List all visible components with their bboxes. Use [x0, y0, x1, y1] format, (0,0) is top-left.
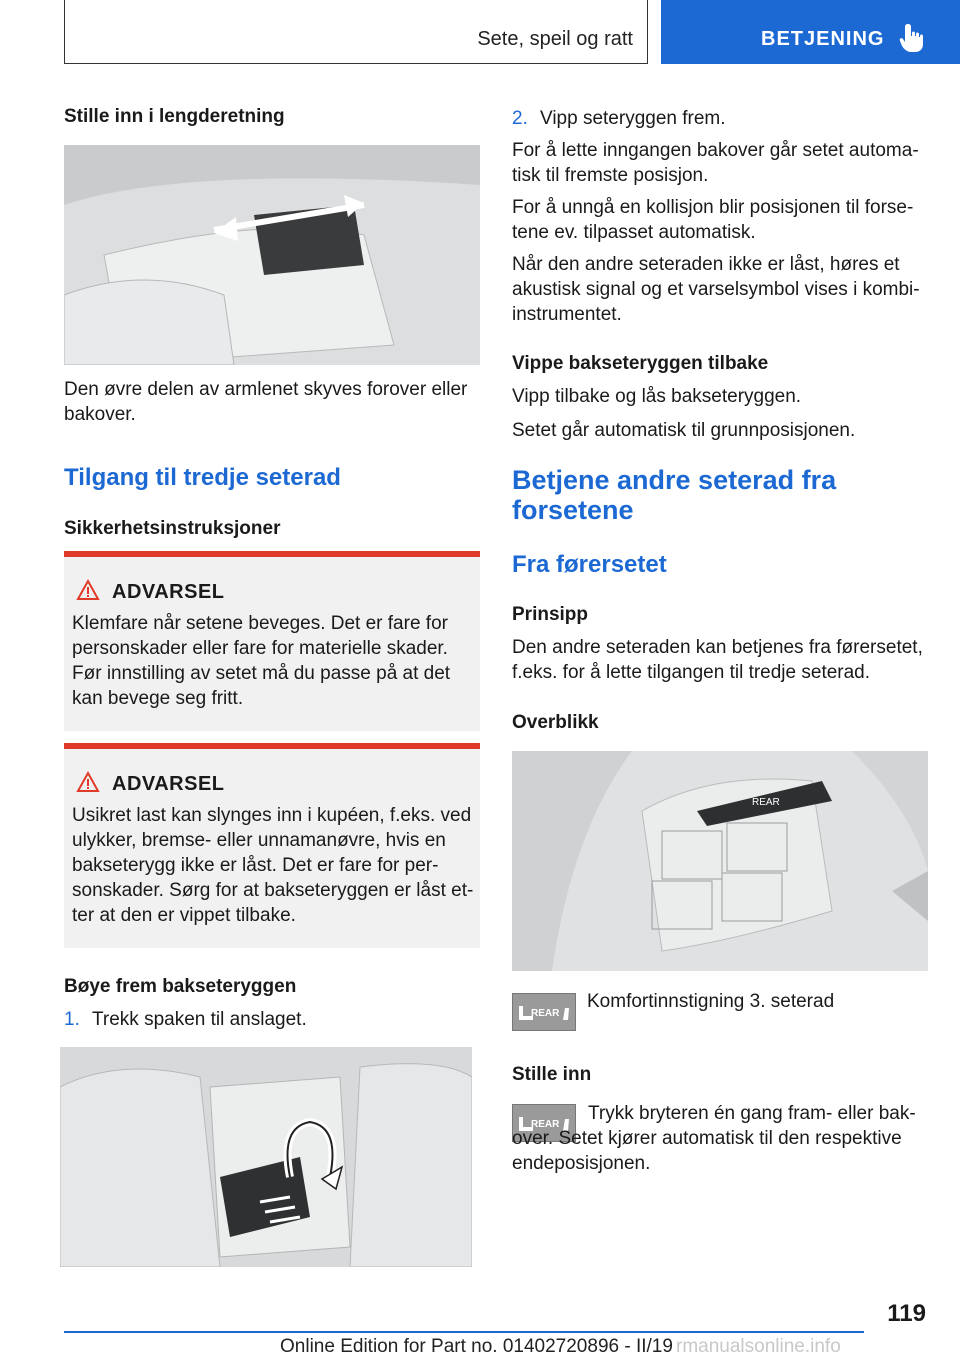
page-number: 119	[887, 1300, 926, 1327]
rear-seat-illustration	[60, 1047, 472, 1267]
door-panel-illustration	[512, 751, 928, 971]
right-para-2: For å unngå en kollisjon blir posisjonen til forsetene ev. tilpasset automatisk.	[512, 197, 914, 243]
third-row-heading: Tilgang til tredje seterad	[64, 464, 341, 491]
step-1-number: 1.	[64, 1009, 80, 1030]
footer-divider	[64, 1331, 864, 1333]
driver-seat-heading: Fra førersetet	[512, 551, 667, 578]
right-para-7: Trykk bryteren én gang fram- eller bakover. Setet kjører automatisk til den respektive endeposisjonen.	[512, 1103, 916, 1174]
warning-box-1	[64, 551, 480, 731]
armrest-illustration	[64, 145, 480, 365]
right-para-1: For å lette inngangen bakover går setet automatisk til fremste posisjon.	[512, 140, 919, 186]
svg-text:REAR: REAR	[752, 797, 780, 808]
chapter-title: Sete, speil og ratt	[477, 28, 633, 50]
warning-text-2: Usikret last kan slynges inn i kupéen, f.eks. ved ulykker, bremse- eller unnamanøvre, hvis en bakseterygg ikke er låst. Det er fare for personskader. Sørg for at bakseteryggen er låst etter at den er vippet tilbake.	[72, 805, 474, 926]
step-1-text: Trekk spaken til anslaget.	[92, 1009, 307, 1030]
heading-longitudinal: Stille inn i lengderetning	[64, 106, 285, 127]
armrest-text: Den øvre delen av armlenet skyves forover eller bakover.	[64, 379, 468, 425]
hand-pointer-icon	[898, 22, 926, 54]
rear-label-1: REAR	[531, 1008, 560, 1019]
warning-box-2	[64, 743, 480, 948]
warning-text-1: Klemfare når setene beveges. Det er fare for personskader eller fare for materielle skader. Før innstilling av setet må du passe på at det kan bevege seg fritt.	[72, 613, 451, 709]
overview-subheading: Overblikk	[512, 712, 599, 733]
second-row-heading: Betjene andre seterad fra forsetene	[512, 465, 837, 525]
seat-rear-icon	[513, 994, 575, 1030]
fold-back-heading: Vippe bakseteryggen tilbake	[512, 353, 769, 374]
rear-seat-figure	[60, 1047, 472, 1267]
warning-triangle-icon	[76, 771, 100, 793]
rear-comfort-entry-icon	[512, 993, 576, 1031]
principle-subheading: Prinsipp	[512, 604, 589, 625]
section-title: BETJENING	[761, 28, 885, 50]
warning-triangle-icon	[76, 579, 100, 601]
step-1	[64, 1007, 307, 1032]
step-2-text: Vipp seteryggen frem.	[540, 108, 726, 129]
warning-title-1: ADVARSEL	[112, 581, 225, 603]
header-section-box	[661, 0, 960, 64]
icon-description: Komfortinnstigning 3. seterad	[587, 991, 835, 1012]
fold-forward-heading: Bøye frem bakseteryggen	[64, 976, 297, 997]
door-switch-figure	[512, 751, 928, 971]
safety-subheading: Sikkerhetsinstruksjoner	[64, 518, 281, 539]
armrest-figure	[64, 145, 480, 365]
step-2-number: 2.	[512, 108, 528, 129]
step-2	[512, 106, 726, 131]
right-para-5: Setet går automatisk til grunnposisjonen.	[512, 420, 856, 441]
warning-title-2: ADVARSEL	[112, 773, 225, 795]
right-para-3: Når den andre seteraden ikke er låst, høres et akustisk signal og et varselsymbol vises i kombiinstrumentet.	[512, 254, 920, 325]
watermark-text: rmanualsonline.info	[676, 1336, 841, 1357]
header-chapter-box	[64, 0, 648, 64]
right-para-6: Den andre seteraden kan betjenes fra førersetet, f.eks. for å lette tilgangen til tredje seterad.	[512, 637, 923, 683]
rear-label-2: REAR	[531, 1119, 560, 1130]
right-para-4: Vipp tilbake og lås bakseteryggen.	[512, 386, 802, 407]
adjust-subheading: Stille inn	[512, 1064, 592, 1085]
edition-text: Online Edition for Part no. 01402720896 - II/19	[280, 1336, 673, 1357]
